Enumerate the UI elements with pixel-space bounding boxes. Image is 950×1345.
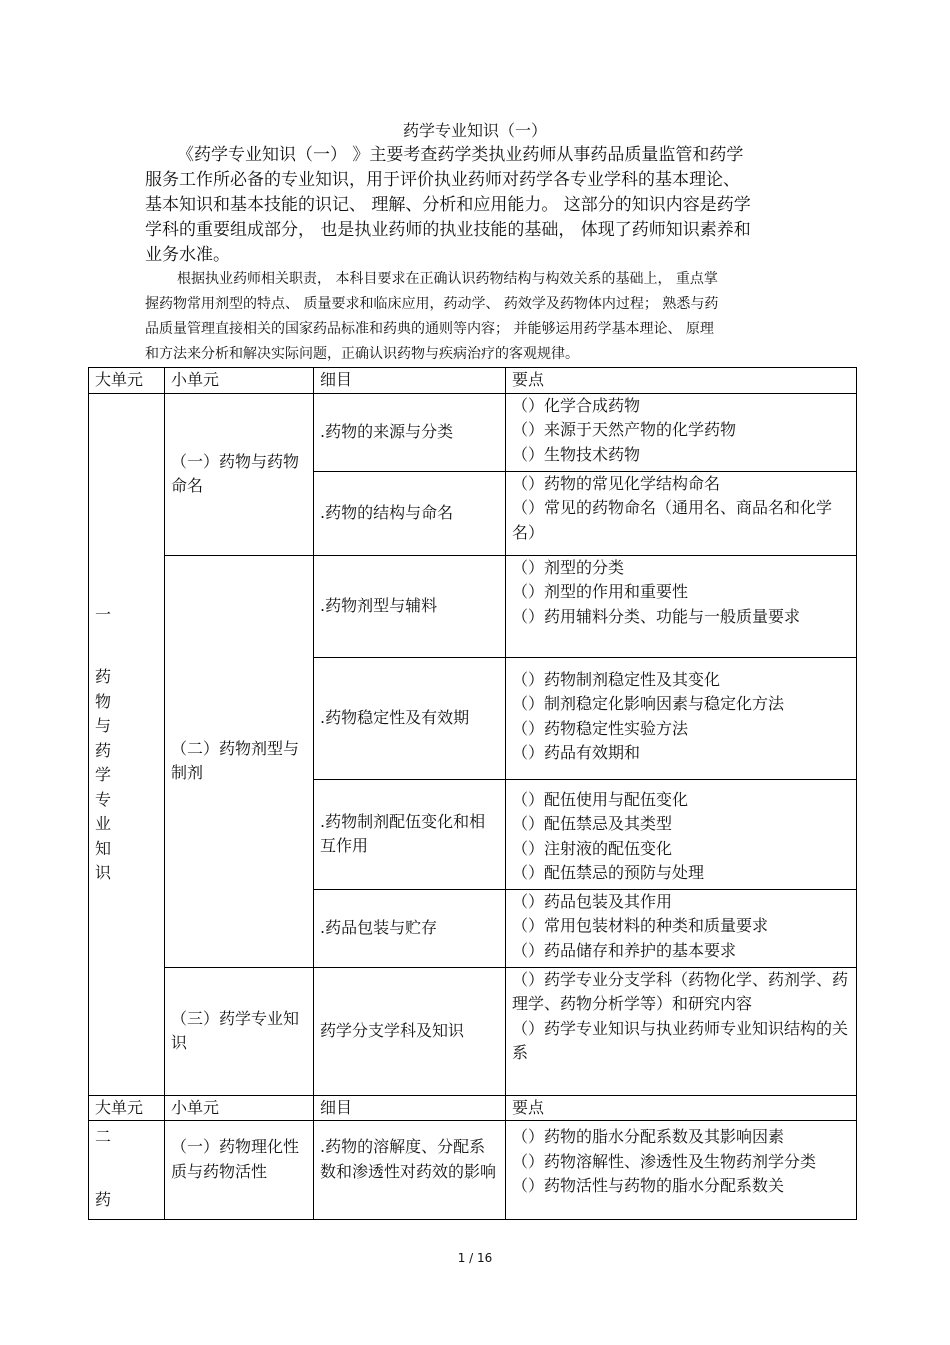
major-unit-char: 学 <box>95 765 112 784</box>
intro-line: 和方法来分析和解决实际问题，正确认识药物与疾病治疗的客观规律。 <box>145 346 579 362</box>
key-point: （）药物的常见化学结构命名 <box>512 473 721 493</box>
detail-cell: .药物的来源与分类 <box>314 393 506 471</box>
table-row <box>89 393 857 471</box>
key-point: （）药物稳定性实验方法 <box>512 718 689 738</box>
page-title: 药学专业知识（一） <box>402 121 547 140</box>
major-unit-char: 物 <box>95 691 112 711</box>
key-point: （）注射液的配伍变化 <box>512 838 673 858</box>
points-cell <box>506 779 857 889</box>
key-point: （）生物技术药物 <box>512 444 641 464</box>
intro-line: 服务工作所必备的专业知识，用于评价执业药师对药学各专业学科的基本理论、 <box>145 170 740 190</box>
table-row <box>89 967 857 1095</box>
key-point: （）制剂稳定化影响因素与稳定化方法 <box>512 694 785 713</box>
key-point: （）常用包装材料的种类和质量要求 <box>512 916 769 935</box>
points-cell <box>506 555 857 657</box>
key-point: （）剂型的作用和重要性 <box>512 582 689 601</box>
header-major-unit: 大单元 <box>89 368 165 394</box>
major-unit-char: 识 <box>95 863 112 882</box>
key-point: （）药物制剂稳定性及其变化 <box>512 669 721 689</box>
major-unit-char: 与 <box>95 716 112 735</box>
major-unit-char: 药 <box>95 667 112 686</box>
table-row <box>89 555 857 657</box>
intro-line: 根据执业药师相关职责， 本科目要求在正确认识药物结构与构效关系的基础上， 重点掌 <box>177 271 718 287</box>
major-unit-char: 药 <box>95 740 112 760</box>
major-unit-char: 业 <box>95 814 112 833</box>
key-point: （）剂型的分类 <box>512 557 625 577</box>
detail-cell: .药物剂型与辅料 <box>314 555 506 657</box>
key-point: （）配伍禁忌及其类型 <box>512 814 673 833</box>
header-major-unit: 大单元 <box>89 1095 165 1121</box>
points-cell <box>506 967 857 1095</box>
intro-line: 业务水准。 <box>145 245 230 265</box>
key-point: （）常见的药物命名（通用名、商品名和化学名） <box>512 498 833 542</box>
intro-line: 基本知识和基本技能的识记、 理解、分析和应用能力。 这部分的知识内容是药学 <box>145 195 751 215</box>
key-point: （）药品包装及其作用 <box>512 891 673 911</box>
major-unit-1 <box>89 393 165 1095</box>
points-cell <box>506 471 857 555</box>
table-row <box>89 1121 857 1220</box>
points-cell <box>506 657 857 779</box>
table-header-row <box>89 1095 857 1121</box>
intro-line: 《药学专业知识（一） 》主要考查药学类执业药师从事药品质量监管和药学 <box>177 145 744 165</box>
points-cell <box>506 1121 857 1220</box>
key-point: （）药用辅料分类、功能与一般质量要求 <box>512 606 801 626</box>
detail-cell: .药物稳定性及有效期 <box>314 657 506 779</box>
intro-line: 品质量管理直接相关的国家药品标准和药典的通则等内容； 并能够运用药学基本理论、 原理 <box>145 321 714 337</box>
minor-unit-label: （一）药物与药物命名 <box>165 393 314 555</box>
intro-paragraph-2 <box>145 267 815 367</box>
major-unit-number: 一 <box>95 604 112 624</box>
points-cell <box>506 393 857 471</box>
header-key-points: 要点 <box>506 1095 857 1121</box>
minor-unit-label: （二）药物剂型与制剂 <box>165 555 314 967</box>
detail-cell: .药物制剂配伍变化和相互作用 <box>314 779 506 889</box>
major-unit-number: 二 <box>95 1127 112 1146</box>
key-point: （）药物活性与药物的脂水分配系数关 <box>512 1176 785 1195</box>
key-point: （）化学合成药物 <box>512 395 641 415</box>
header-key-points: 要点 <box>506 368 857 394</box>
points-cell <box>506 889 857 967</box>
minor-unit-label: （一）药物理化性质与药物活性 <box>165 1121 314 1220</box>
header-minor-unit: 小单元 <box>165 368 314 394</box>
key-point: （）来源于天然产物的化学药物 <box>512 420 737 439</box>
minor-unit-label: （三）药学专业知识 <box>165 967 314 1095</box>
syllabus-table <box>88 367 857 1220</box>
key-point: （）药品储存和养护的基本要求 <box>512 940 737 960</box>
intro-paragraph-1 <box>145 143 810 268</box>
major-unit-char: 知 <box>95 838 112 858</box>
key-point: （）药学专业分支学科（药物化学、药剂学、药理学、药物分析学等）和研究内容 <box>512 969 849 1013</box>
table-header-row <box>89 368 857 394</box>
detail-cell: 药学分支学科及知识 <box>314 967 506 1095</box>
page-number: 1 / 16 <box>457 1251 493 1265</box>
detail-cell: .药物的溶解度、分配系数和渗透性对药效的影响 <box>314 1121 506 1220</box>
major-unit-char: 专 <box>95 789 112 809</box>
key-point: （）配伍禁忌的预防与处理 <box>512 863 705 882</box>
major-unit-2 <box>89 1121 165 1220</box>
major-unit-char: 药 <box>95 1189 112 1209</box>
intro-line: 学科的重要组成部分， 也是执业药师的执业技能的基础， 体现了药师知识素养和 <box>145 220 751 240</box>
key-point: （）配伍使用与配伍变化 <box>512 789 689 809</box>
intro-line: 握药物常用剂型的特点、 质量要求和临床应用，药动学、 药效学及药物体内过程； 熟悉与药 <box>145 296 719 312</box>
detail-cell: .药品包装与贮存 <box>314 889 506 967</box>
key-point: （）药学专业知识与执业药师专业知识结构的关系 <box>512 1018 849 1062</box>
header-detail: 细目 <box>314 368 506 394</box>
key-point: （）药品有效期和 <box>512 743 641 762</box>
key-point: （）药物溶解性、渗透性及生物药剂学分类 <box>512 1151 817 1171</box>
header-detail: 细目 <box>314 1095 506 1121</box>
key-point: （）药物的脂水分配系数及其影响因素 <box>512 1127 785 1146</box>
detail-cell: .药物的结构与命名 <box>314 471 506 555</box>
header-minor-unit: 小单元 <box>165 1095 314 1121</box>
